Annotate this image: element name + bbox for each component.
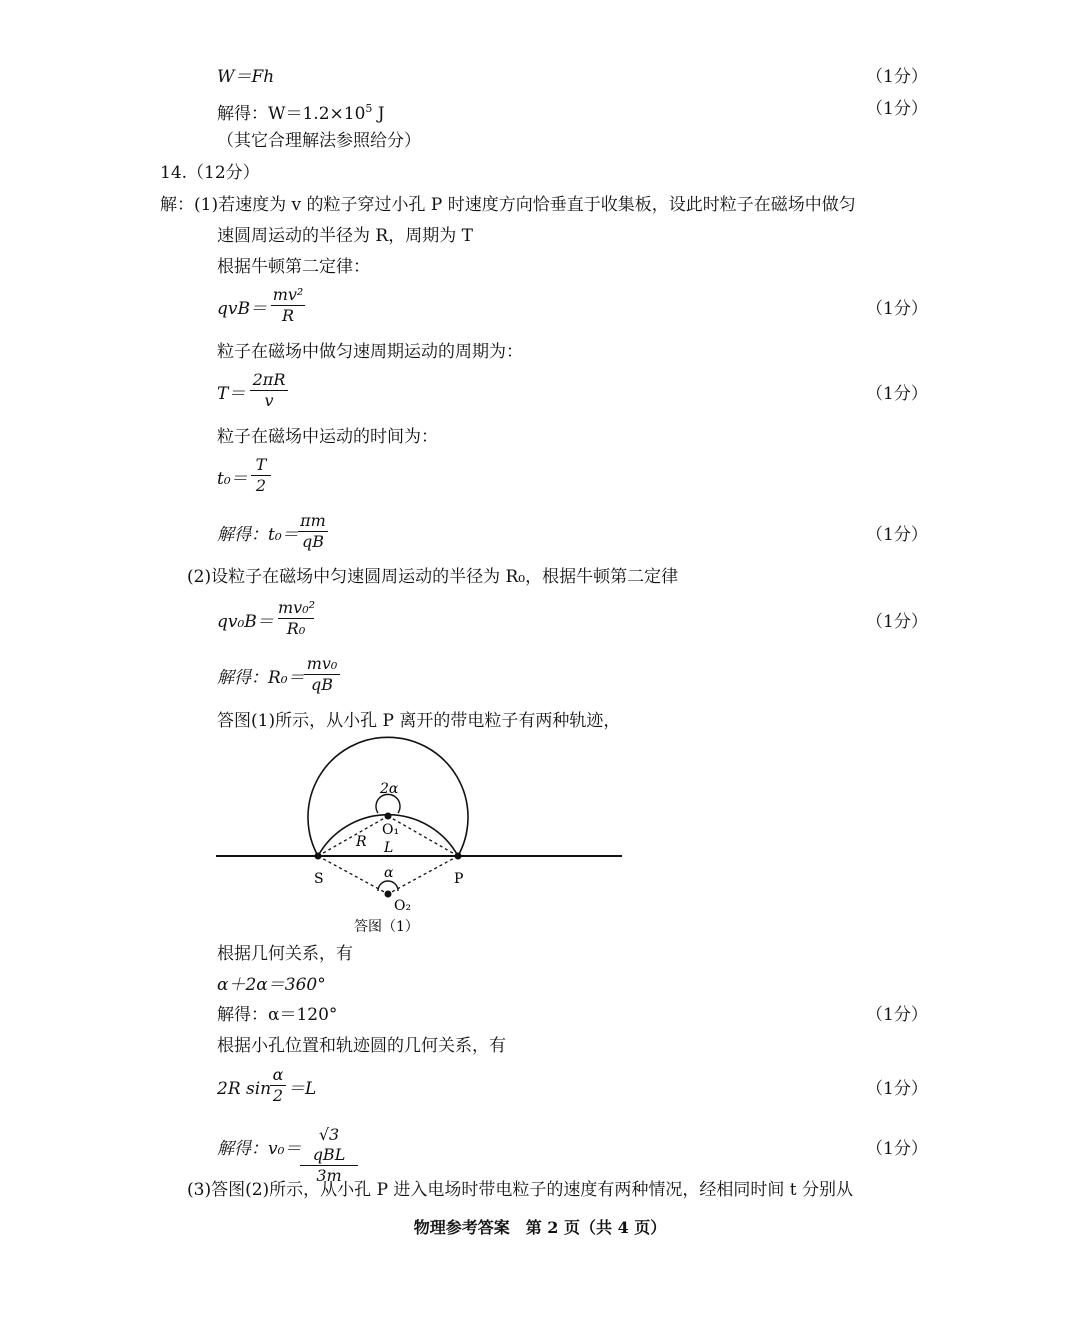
part2-text: (2)设粒子在磁场中匀速圆周运动的半径为 R₀，根据牛顿第二定律 <box>187 567 679 587</box>
label-S: S <box>314 871 324 887</box>
score-mark: （1分） <box>866 612 928 632</box>
eq7-fraction: α 2 <box>270 1065 286 1106</box>
score-mark: （1分） <box>866 525 928 545</box>
eq7-lhs: 2R sin <box>217 1079 272 1099</box>
figure-intro-text: 答图(1)所示，从小孔 P 离开的带电粒子有两种轨迹， <box>217 711 621 731</box>
score-mark: （1分） <box>866 67 928 87</box>
page-footer: 物理参考答案 第 2 页（共 4 页） <box>413 1218 667 1237</box>
score-mark: （1分） <box>866 299 928 319</box>
eq2-lhs: T＝ <box>217 384 246 404</box>
work-equation: W＝Fh <box>217 67 275 87</box>
alpha-equation: α＋2α＝360° <box>217 975 326 995</box>
point-O1 <box>385 813 392 820</box>
score-mark: （1分） <box>866 99 928 119</box>
point-P <box>455 853 462 860</box>
eq4-lhs: 解得：t₀＝ <box>217 525 299 545</box>
figure-caption: 答图（1） <box>354 919 419 935</box>
eq6-lhs: 解得：R₀＝ <box>217 668 305 688</box>
eq3-lhs: t₀＝ <box>217 469 248 489</box>
point-O2 <box>385 891 392 898</box>
eq5-fraction: mv₀² R₀ <box>278 598 316 638</box>
time-text: 粒子在磁场中运动的时间为： <box>217 427 438 447</box>
label-R: R <box>356 834 367 850</box>
geometry-text-2: 根据小孔位置和轨迹圆的几何关系，有 <box>217 1036 506 1056</box>
score-mark: （1分） <box>866 1139 928 1159</box>
label-O2: O₂ <box>394 898 412 914</box>
label-L: L <box>384 840 394 856</box>
eq1-lhs: qvB＝ <box>217 299 267 319</box>
eq8-fraction: √3 qBL 3m <box>300 1125 358 1186</box>
eq4-fraction: πm qB <box>298 511 328 552</box>
geometry-text-1: 根据几何关系，有 <box>217 944 353 964</box>
score-mark: （1分） <box>866 384 928 404</box>
radius-P-O2 <box>388 856 458 894</box>
part1-text-line1: 解：(1)若速度为 v 的粒子穿过小孔 P 时速度方向恰垂直于收集板，设此时粒子在磁场中做匀 <box>160 195 856 215</box>
alpha-result: 解得：α＝120° <box>217 1005 338 1025</box>
eq8-lhs: 解得：v₀＝ <box>217 1139 302 1159</box>
eq3-fraction: T 2 <box>251 455 271 496</box>
part3-text: (3)答图(2)所示，从小孔 P 进入电场时带电粒子的速度有两种情况，经相同时间 t 分别从 <box>187 1180 854 1200</box>
angle-2alpha-arc <box>376 794 400 813</box>
period-text: 粒子在磁场中做匀速周期运动的周期为： <box>217 342 523 362</box>
radius-S-O2 <box>318 856 388 894</box>
work-result: 解得：$W=1.2\times 10^5$ J <box>217 102 385 124</box>
eq7-rhs: ＝L <box>288 1079 317 1099</box>
newton-text: 根据牛顿第二定律： <box>217 257 370 277</box>
angle-alpha-arc <box>378 881 398 891</box>
question-14-heading: 14.（12分） <box>160 163 260 183</box>
eq1-fraction: mv² R <box>272 285 304 325</box>
eq5-lhs: qv₀B＝ <box>217 612 274 632</box>
label-P: P <box>454 871 464 887</box>
label-2alpha: 2α <box>380 781 399 797</box>
other-methods-note: （其它合理解法参照给分） <box>217 131 421 151</box>
label-alpha: α <box>384 865 394 881</box>
eq6-fraction: mv₀ qB <box>304 654 340 695</box>
label-O1: O₁ <box>382 822 400 838</box>
point-S <box>315 853 322 860</box>
part1-text-line2: 速圆周运动的半径为 R，周期为 T <box>217 226 473 246</box>
score-mark: （1分） <box>866 1079 928 1099</box>
trajectory-figure <box>210 735 630 940</box>
eq2-fraction: 2πR v <box>250 370 288 411</box>
score-mark: （1分） <box>866 1005 928 1025</box>
